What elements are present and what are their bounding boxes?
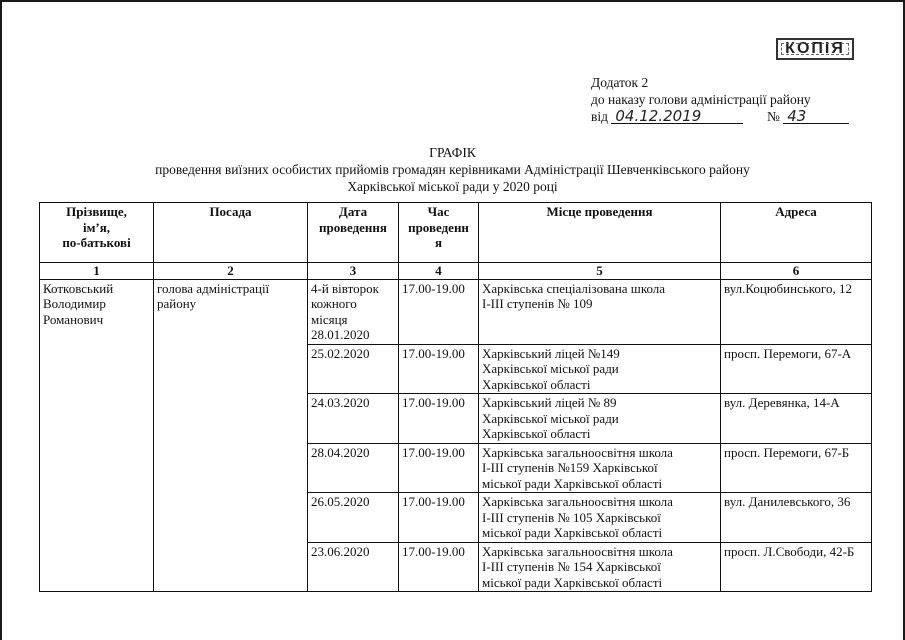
place-line: Харківської області <box>482 376 591 392</box>
person-name-cell <box>40 279 154 592</box>
column-number: 4 <box>399 263 479 280</box>
document-title: ГРАФІК <box>429 145 476 160</box>
place-cell <box>479 394 721 444</box>
appendix-block <box>591 74 849 125</box>
date-cell <box>308 279 399 344</box>
place-line: І-ІІІ ступенів № 154 Харківської <box>482 559 661 574</box>
header-date-line-1: Дата <box>338 204 368 219</box>
page-edge-top <box>0 0 905 2</box>
time-cell: 17.00-19.00 <box>399 542 479 592</box>
address-cell: просп. Л.Свободи, 42-Б <box>721 542 872 592</box>
header-row <box>40 203 872 263</box>
place-cell <box>479 344 721 394</box>
date-cell: 25.02.2020 <box>308 344 399 394</box>
place-cell <box>479 279 721 344</box>
date-line: місяця <box>311 311 348 327</box>
schedule-table <box>39 202 872 592</box>
header-time-line-3: я <box>434 235 443 250</box>
date-cell: 24.03.2020 <box>308 394 399 444</box>
header-date <box>308 203 399 263</box>
place-line: І-ІІІ ступенів № 105 Харківської <box>482 509 661 525</box>
place-cell <box>479 542 721 592</box>
document-subtitle-line-2: Харківської міської ради у 2020 році <box>347 179 558 194</box>
header-time <box>399 203 479 263</box>
place-line: Харківський ліцей № 89 <box>482 395 617 410</box>
date-cell: 28.04.2020 <box>308 443 399 493</box>
header-date-line-2: проведення <box>319 219 387 235</box>
number-prefix: № <box>767 109 780 124</box>
time-cell: 17.00-19.00 <box>399 443 479 493</box>
document-subtitle-line-1: проведення виїзних особистих прийомів громадян керівниками Адміністрації Шевченківського району <box>155 162 750 177</box>
address-cell: просп. Перемоги, 67-Б <box>721 443 872 493</box>
place-line: міської ради Харківської області <box>482 574 663 590</box>
place-line: Харківська загальноосвітня школа <box>482 444 673 460</box>
header-name-line-2: ім’я, <box>82 219 111 235</box>
place-cell <box>479 443 721 493</box>
appendix-line-1: Додаток 2 <box>591 75 649 90</box>
person-name-line-3: Романович <box>43 311 104 327</box>
person-name-line-2: Володимир <box>43 296 106 311</box>
place-line: Харківська спеціалізована школа <box>482 280 666 296</box>
date-line: кожного <box>311 296 357 311</box>
person-position-line-2: району <box>157 296 197 311</box>
time-cell: 17.00-19.00 <box>399 394 479 444</box>
place-line: І-ІІІ ступенів № 109 <box>482 296 593 311</box>
header-name <box>40 203 154 263</box>
appendix-date-line <box>591 108 849 125</box>
place-cell <box>479 493 721 543</box>
date-line: 4-й вівторок <box>311 280 379 296</box>
time-cell: 17.00-19.00 <box>399 279 479 344</box>
address-cell: вул.Коцюбинського, 12 <box>721 279 872 344</box>
handwritten-date: 04.12.2019 <box>611 109 743 124</box>
header-name-line-3: по-батькові <box>62 235 131 250</box>
header-time-line-1: Час <box>427 204 450 219</box>
place-line: міської ради Харківської області <box>482 525 663 540</box>
person-position-line-1: голова адміністрації <box>157 280 270 296</box>
place-line: Харківська загальноосвітня школа <box>482 543 673 559</box>
header-address: Адреса <box>721 203 872 263</box>
person-position-cell <box>154 279 308 592</box>
time-cell: 17.00-19.00 <box>399 493 479 543</box>
column-number: 1 <box>40 263 154 280</box>
page-edge-left <box>0 0 2 640</box>
time-cell: 17.00-19.00 <box>399 344 479 394</box>
date-cell: 26.05.2020 <box>308 493 399 543</box>
appendix-line-2: до наказу голови адміністрації району <box>591 92 811 107</box>
place-line: Харківської міської ради <box>482 410 619 426</box>
place-line: І-ІІІ ступенів №159 Харківської <box>482 460 658 475</box>
date-line: 28.01.2020 <box>311 327 370 342</box>
header-time-line-2: проведенн <box>408 219 469 235</box>
place-line: Харківська загальноосвітня школа <box>482 494 673 509</box>
person-name-line-1: Котковський <box>43 280 114 296</box>
place-line: Харківський ліцей №149 <box>482 345 620 361</box>
address-cell: вул. Деревянка, 14-А <box>721 394 872 444</box>
header-name-line-1: Прізвище, <box>66 204 127 219</box>
address-cell: вул. Данилевського, 36 <box>721 493 872 543</box>
place-line: міської ради Харківської області <box>482 475 663 491</box>
column-number: 5 <box>479 263 721 280</box>
date-prefix: від <box>591 109 608 124</box>
place-line: Харківської міської ради <box>482 361 619 376</box>
table-row <box>40 279 872 344</box>
address-cell: просп. Перемоги, 67-А <box>721 344 872 394</box>
date-cell: 23.06.2020 <box>308 542 399 592</box>
header-place: Місце проведення <box>479 203 721 263</box>
handwritten-number: 43 <box>783 109 849 124</box>
place-line: Харківської області <box>482 426 591 441</box>
column-number-row <box>40 263 872 280</box>
column-number: 6 <box>721 263 872 280</box>
header-position: Посада <box>154 203 308 263</box>
column-number: 3 <box>308 263 399 280</box>
column-number: 2 <box>154 263 308 280</box>
copy-stamp: КОПІЯ <box>776 38 854 60</box>
